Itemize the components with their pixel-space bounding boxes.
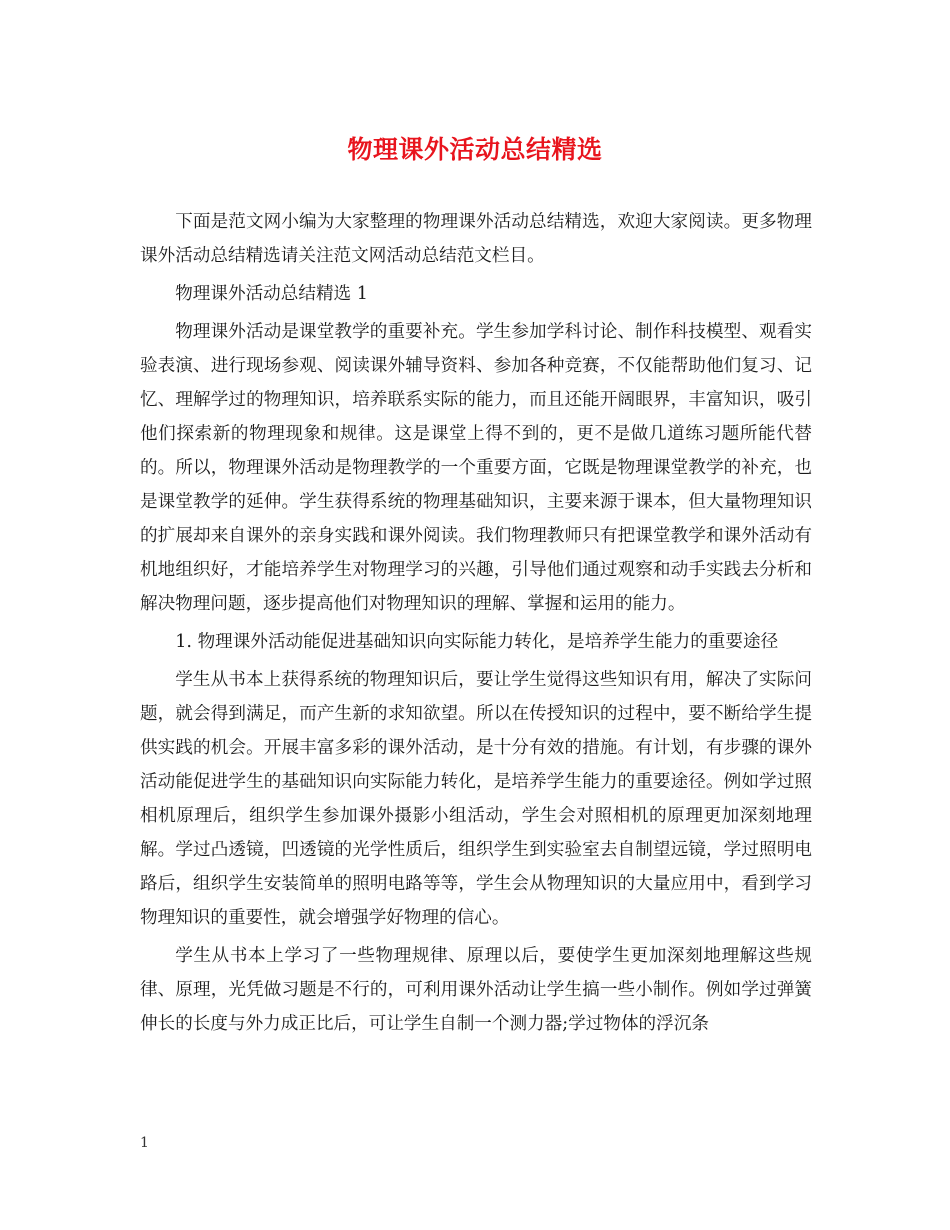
- body-paragraph: 物理课外活动是课堂教学的重要补充。学生参加学科讨论、制作科技模型、观看实验表演、进行现场参观、阅读课外辅导资料、参加各种竞赛，不仅能帮助他们复习、记忆、理解学过的物理知识，培养联系实际的能力，而且还能开阔眼界，丰富知识，吸引他们探索新的物理现象和规律。这是课堂上得不到的，更不是做几道练习题所能代替的。所以，物理课外活动是物理教学的一个重要方面，它既是物理课堂教学的补充，也是课堂教学的延伸。学生获得系统的物理基础知识，主要来源于课本，但大量物理知识的扩展却来自课外的亲身实践和课外阅读。我们物理教师只有把课堂教学和课外活动有机地组织好，才能培养学生对物理学习的兴趣，引导他们通过观察和动手实践去分析和解决物理问题，逐步提高他们对物理知识的理解、掌握和运用的能力。: [140, 322, 812, 614]
- body-paragraph: 学生从书本上学习了一些物理规律、原理以后，要使学生更加深刻地理解这些规律、原理，光凭做习题是不行的，可利用课外活动让学生搞一些小制作。例如学过弹簧伸长的长度与外力成正比后，可让学生自制一个测力器;学过物体的浮沉条: [140, 946, 812, 1034]
- body-paragraph: 学生从书本上获得系统的物理知识后，要让学生觉得这些知识有用，解决了实际问题，就会得到满足，而产生新的求知欲望。所以在传授知识的过程中，要不断给学生提供实践的机会。开展丰富多彩的课外活动，是十分有效的措施。有计划，有步骤的课外活动能促进学生的基础知识向实际能力转化，是培养学生能力的重要途径。例如学过照相机原理后，组织学生参加课外摄影小组活动，学生会对照相机的原理更加深刻地理解。学过凸透镜，凹透镜的光学性质后，组织学生到实验室去自制望远镜，学过照明电路后，组织学生安装简单的照明电路等等，学生会从物理知识的大量应用中，看到学习物理知识的重要性，就会增强学好物理的信心。: [140, 670, 812, 928]
- intro-paragraph: 下面是范文网小编为大家整理的物理课外活动总结精选，欢迎大家阅读。更多物理课外活动总结精选请关注范文网活动总结范文栏目。: [140, 212, 812, 266]
- document-body: [140, 205, 812, 1045]
- document-title: 物理课外活动总结精选: [347, 135, 603, 164]
- page-number: 1: [140, 1135, 149, 1151]
- section-heading: 物理课外活动总结精选 1: [175, 284, 368, 304]
- subsection-heading: 1. 物理课外活动能促进基础知识向实际能力转化，是培养学生能力的重要途径: [175, 632, 779, 652]
